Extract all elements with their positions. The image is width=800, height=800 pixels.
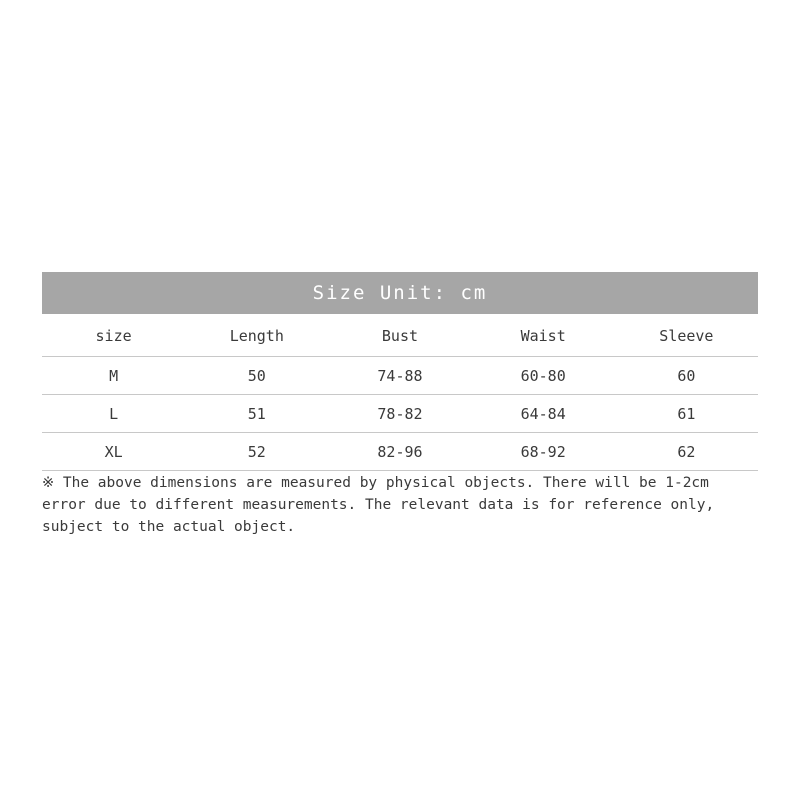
table-row (42, 395, 758, 433)
column-header-length: Length (229, 327, 284, 345)
table-row (42, 433, 758, 471)
cell-bust: 82-96 (328, 433, 471, 471)
cell-waist: 64-84 (472, 395, 615, 433)
cell-sleeve: 60 (615, 357, 758, 395)
column-header-bust: Bust (381, 327, 419, 345)
cell-length: 52 (185, 433, 328, 471)
column-header-waist: Waist (520, 327, 566, 345)
cell-sleeve: 61 (615, 395, 758, 433)
cell-length: 50 (185, 357, 328, 395)
size-table (42, 314, 758, 471)
column-header-sleeve: Sleeve (659, 327, 714, 345)
cell-bust: 78-82 (328, 395, 471, 433)
cell-waist: 60-80 (472, 357, 615, 395)
cell-bust: 74-88 (328, 357, 471, 395)
cell-size: L (42, 395, 185, 433)
table-row (42, 357, 758, 395)
column-header-size: size (95, 327, 132, 345)
measurement-disclaimer: ※ The above dimensions are measured by physical objects. There will be 1-2cm error due to different measurements. The relevant data is for reference only, subject to the actual object. (42, 475, 723, 535)
table-header-row (42, 314, 758, 357)
cell-size: M (42, 357, 185, 395)
cell-length: 51 (185, 395, 328, 433)
size-chart (42, 272, 758, 471)
cell-waist: 68-92 (472, 433, 615, 471)
cell-size: XL (42, 433, 185, 471)
cell-sleeve: 62 (615, 433, 758, 471)
size-unit-header: Size Unit: cm (42, 272, 758, 314)
